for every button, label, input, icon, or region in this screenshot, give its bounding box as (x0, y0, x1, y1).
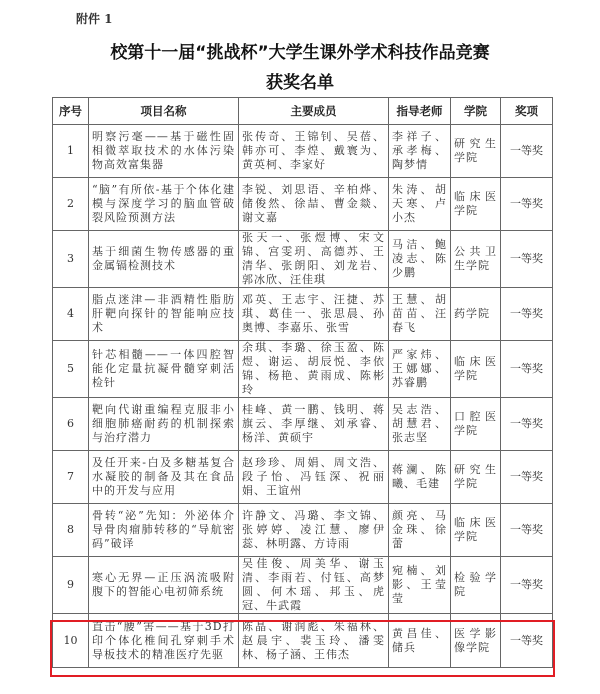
table-row (53, 341, 553, 398)
row-members: 李锐、刘思语、辛柏烨、储俊然、徐喆、曹金燚、谢文嘉 (239, 178, 389, 231)
row-members: 邓英、王志宇、汪捷、苏琪、葛佳一、张思晨、孙奥博、李嘉乐、张雪 (239, 288, 389, 341)
row-award: 一等奖 (501, 451, 553, 504)
row-project: 寒心无界—正压涡流吸附腹下的智能心电初筛系统 (89, 557, 239, 614)
row-no: 6 (53, 398, 89, 451)
row-project: 明察污毫——基于磁性固相微萃取技术的水体污染物高效富集器 (89, 125, 239, 178)
row-advisor: 吴志浩、胡慧君、张志坚 (389, 398, 451, 451)
header-advisor: 指导老师 (389, 98, 451, 125)
header-members: 主要成员 (239, 98, 389, 125)
row-no: 1 (53, 125, 89, 178)
row-award: 一等奖 (501, 178, 553, 231)
page-subtitle: 获奖名单 (266, 73, 334, 93)
row-college: 临床医学院 (451, 178, 501, 231)
attachment-label: 附件 1 (76, 12, 113, 26)
row-members: 桂峰、黄一鹏、钱明、蒋旗云、李厚继、刘承睿、杨洋、黄硕宇 (239, 398, 389, 451)
row-college: 研究生学院 (451, 451, 501, 504)
table-row (53, 557, 553, 614)
table-row-highlighted (53, 614, 553, 668)
row-college: 检验学院 (451, 557, 501, 614)
row-college: 公共卫生学院 (451, 231, 501, 288)
header-college: 学院 (451, 98, 501, 125)
row-college: 医学影像学院 (451, 614, 501, 668)
table-row (53, 231, 553, 288)
row-award: 一等奖 (501, 504, 553, 557)
row-no: 4 (53, 288, 89, 341)
table-row (53, 398, 553, 451)
row-advisor: 宛楠、刘影、王莹莹 (389, 557, 451, 614)
row-award: 一等奖 (501, 614, 553, 668)
row-members: 许静文、冯璐、李文锦、张婷婷、凌江慧、廖伊蕊、林明露、方诗雨 (239, 504, 389, 557)
row-award: 一等奖 (501, 398, 553, 451)
row-college: 临床医学院 (451, 504, 501, 557)
row-project: 脂点迷津—非酒精性脂肪肝靶向探针的智能响应技术 (89, 288, 239, 341)
table-row (53, 178, 553, 231)
row-college: 研究生学院 (451, 125, 501, 178)
row-college: 临床医学院 (451, 341, 501, 398)
page-title: 校第十一届“挑战杯”大学生课外学术科技作品竞赛 (110, 43, 490, 63)
row-members: 余琪、李璐、徐玉盈、陈煜、谢运、胡辰悦、李依锦、杨艳、黄雨成、陈彬玲 (239, 341, 389, 398)
row-college: 药学院 (451, 288, 501, 341)
header-no: 序号 (53, 98, 89, 125)
row-project: “脑”有所依-基于个体化建模与深度学习的脑血管破裂风险预测方法 (89, 178, 239, 231)
row-no: 7 (53, 451, 89, 504)
row-no: 5 (53, 341, 89, 398)
row-advisor: 黄昌佳、储兵 (389, 614, 451, 668)
row-no: 10 (53, 614, 89, 668)
row-advisor: 蒋澜、陈曦、毛建 (389, 451, 451, 504)
row-project: 骨转“泌”先知：外泌体介导骨肉瘤肺转移的“导航密码”破译 (89, 504, 239, 557)
row-no: 8 (53, 504, 89, 557)
row-advisor: 严家炜、王娜娜、苏睿鹏 (389, 341, 451, 398)
row-no: 2 (53, 178, 89, 231)
row-members: 吴佳俊、周美华、谢玉清、李雨若、付钰、高梦圆、何木瑶、邦玉、虎冠、牛武霞 (239, 557, 389, 614)
table-row (53, 288, 553, 341)
row-project: 靶向代谢重编程克服非小细胞肺癌耐药的机制探索与治疗潜力 (89, 398, 239, 451)
row-college: 口腔医学院 (451, 398, 501, 451)
row-award: 一等奖 (501, 557, 553, 614)
table-row (53, 504, 553, 557)
row-advisor: 王慧、胡苗苗、汪春飞 (389, 288, 451, 341)
row-award: 一等奖 (501, 125, 553, 178)
row-members: 张天一、张煜博、宋文锦、宫雯玥、高德苏、王清华、张朗阳、刘龙岩、郭冰欣、汪佳琪 (239, 231, 389, 288)
row-award: 一等奖 (501, 288, 553, 341)
row-no: 9 (53, 557, 89, 614)
row-no: 3 (53, 231, 89, 288)
row-project: 及任开来-白及多糖基复合水凝胶的制备及其在食品中的开发与应用 (89, 451, 239, 504)
row-award: 一等奖 (501, 341, 553, 398)
award-table (52, 97, 553, 668)
row-project: 直击“腰”害——基于3D打印个体化椎间孔穿刺手术导板技术的精准医疗先驱 (89, 614, 239, 668)
row-advisor: 颜亮、马金珠、徐蕾 (389, 504, 451, 557)
row-award: 一等奖 (501, 231, 553, 288)
row-advisor: 李祥子、承孝梅、陶梦情 (389, 125, 451, 178)
table-header-row (53, 98, 553, 125)
row-project: 基于细菌生物传感器的重金属镉检测技术 (89, 231, 239, 288)
row-members: 陈晶、谢润彪、朱福林、赵晨宇、裴玉玲、潘雯林、杨子涵、王伟杰 (239, 614, 389, 668)
row-project: 针芯相髓——一体四腔智能化定量抗凝骨髓穿刺活检针 (89, 341, 239, 398)
header-award: 奖项 (501, 98, 553, 125)
row-advisor: 马洁、鲍凌志、陈少鹏 (389, 231, 451, 288)
row-members: 赵珍珍、周娟、周文浩、段子怡、冯钰深、祝丽娟、王谊州 (239, 451, 389, 504)
row-members: 张传奇、王锦钊、吴蓓、韩亦可、李煌、戴寰为、黄英柯、李家好 (239, 125, 389, 178)
table-row (53, 125, 553, 178)
header-project: 项目名称 (89, 98, 239, 125)
table-row (53, 451, 553, 504)
row-advisor: 朱涛、胡天寒、卢小杰 (389, 178, 451, 231)
